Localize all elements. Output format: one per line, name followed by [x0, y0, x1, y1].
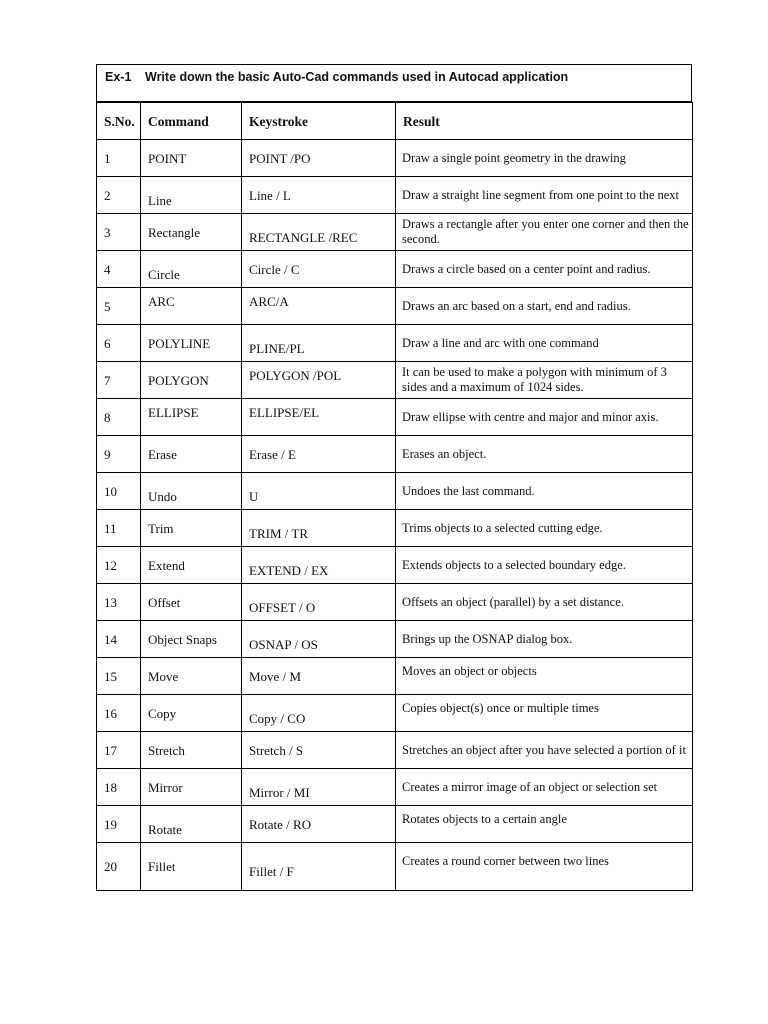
cell-result: Draw a straight line segment from one point to the next [396, 177, 693, 214]
cell-keystroke [242, 584, 396, 621]
document-page [96, 64, 692, 891]
cell-command: Offset [141, 584, 242, 621]
keystroke-text: ELLIPSE/EL [249, 404, 320, 420]
cell-result: Draw a line and arc with one command [396, 325, 693, 362]
cell-result [396, 806, 693, 843]
table-row [97, 140, 693, 177]
cell-keystroke [242, 325, 396, 362]
table-row [97, 325, 693, 362]
cell-sno: 15 [97, 658, 141, 695]
cell-result: Draw a single point geometry in the drawing [396, 140, 693, 177]
table-row [97, 806, 693, 843]
cell-command: Rectangle [141, 214, 242, 251]
keystroke-text: Fillet / F [249, 864, 294, 879]
cell-result [396, 695, 693, 732]
table-header-row [97, 103, 693, 140]
table-body [97, 140, 693, 891]
exercise-text: Write down the basic Auto-Cad commands used in Autocad application [145, 70, 569, 84]
cell-command: Trim [141, 510, 242, 547]
table-row [97, 658, 693, 695]
cell-keystroke [242, 399, 396, 436]
table-row [97, 584, 693, 621]
cell-sno: 17 [97, 732, 141, 769]
cell-keystroke: Circle / C [242, 251, 396, 288]
cell-result: Extends objects to a selected boundary edge. [396, 547, 693, 584]
table-row [97, 251, 693, 288]
cell-command: POINT [141, 140, 242, 177]
cell-result: Stretches an object after you have selected a portion of it [396, 732, 693, 769]
cell-result: Draws a circle based on a center point and radius. [396, 251, 693, 288]
cell-result: Erases an object. [396, 436, 693, 473]
cell-result: Draw ellipse with centre and major and minor axis. [396, 399, 693, 436]
result-text: Creates a round corner between two lines [402, 854, 609, 868]
cell-result [396, 843, 693, 891]
table-row [97, 288, 693, 325]
cell-sno: 9 [97, 436, 141, 473]
cell-keystroke: Line / L [242, 177, 396, 214]
cell-keystroke [242, 288, 396, 325]
cell-sno: 10 [97, 473, 141, 510]
cell-command: Mirror [141, 769, 242, 806]
cell-keystroke: POINT /PO [242, 140, 396, 177]
cell-sno: 2 [97, 177, 141, 214]
cell-sno: 19 [97, 806, 141, 843]
table-row [97, 732, 693, 769]
cell-result: Draws an arc based on a start, end and radius. [396, 288, 693, 325]
cell-sno: 13 [97, 584, 141, 621]
cell-result: Brings up the OSNAP dialog box. [396, 621, 693, 658]
cell-sno: 1 [97, 140, 141, 177]
table-row [97, 695, 693, 732]
cell-command: Object Snaps [141, 621, 242, 658]
keystroke-text: U [249, 488, 259, 504]
cell-sno: 7 [97, 362, 141, 399]
cell-keystroke [242, 695, 396, 732]
table-row [97, 177, 693, 214]
command-text: Rotate [148, 821, 182, 837]
table-row [97, 436, 693, 473]
cell-sno: 4 [97, 251, 141, 288]
table-row [97, 510, 693, 547]
cell-sno: 8 [97, 399, 141, 436]
command-text: ARC [148, 293, 175, 309]
cell-command: Copy [141, 695, 242, 732]
cell-sno: 12 [97, 547, 141, 584]
result-text: Rotates objects to a certain angle [402, 811, 567, 826]
cell-keystroke: Stretch / S [242, 732, 396, 769]
cell-command [141, 288, 242, 325]
cell-result: Creates a mirror image of an object or selection set [396, 769, 693, 806]
cell-result: Undoes the last command. [396, 473, 693, 510]
cell-keystroke [242, 362, 396, 399]
cell-sno: 3 [97, 214, 141, 251]
header-sno: S.No. [97, 103, 141, 140]
command-text: Circle [148, 266, 180, 282]
cell-sno: 5 [97, 288, 141, 325]
cell-command: Stretch [141, 732, 242, 769]
cell-keystroke [242, 473, 396, 510]
cell-command: Erase [141, 436, 242, 473]
cell-result: Draws a rectangle after you enter one corner and then the second. [396, 214, 693, 251]
exercise-label: Ex-1 [105, 70, 132, 84]
table-row [97, 621, 693, 658]
table-row [97, 214, 693, 251]
cell-sno: 11 [97, 510, 141, 547]
cell-result: Trims objects to a selected cutting edge. [396, 510, 693, 547]
cell-command: Extend [141, 547, 242, 584]
keystroke-text: EXTEND / EX [249, 562, 329, 578]
exercise-title [96, 64, 692, 102]
cell-sno: 16 [97, 695, 141, 732]
keystroke-text: OFFSET / O [249, 599, 316, 615]
cell-keystroke [242, 769, 396, 806]
keystroke-text: TRIM / TR [249, 525, 308, 541]
table-row [97, 473, 693, 510]
cell-command: Fillet [141, 843, 242, 891]
table-row [97, 843, 693, 891]
keystroke-text: Mirror / MI [249, 784, 310, 800]
command-text: Line [148, 192, 172, 208]
keystroke-text: OSNAP / OS [249, 636, 318, 652]
cell-keystroke: Erase / E [242, 436, 396, 473]
cell-keystroke [242, 843, 396, 891]
table-row [97, 769, 693, 806]
cell-keystroke: Move / M [242, 658, 396, 695]
cell-command [141, 399, 242, 436]
table-row [97, 547, 693, 584]
cell-keystroke: Rotate / RO [242, 806, 396, 843]
command-text: Undo [148, 488, 177, 504]
header-result: Result [396, 103, 693, 140]
cell-result: Offsets an object (parallel) by a set distance. [396, 584, 693, 621]
table-row [97, 399, 693, 436]
cell-keystroke [242, 510, 396, 547]
keystroke-text: POLYGON /POL [249, 367, 342, 383]
cell-sno: 14 [97, 621, 141, 658]
header-command: Command [141, 103, 242, 140]
result-text: Moves an object or objects [402, 663, 537, 678]
cell-command: POLYGON [141, 362, 242, 399]
cell-keystroke [242, 547, 396, 584]
header-keystroke: Keystroke [242, 103, 396, 140]
cell-result: It can be used to make a polygon with minimum of 3 sides and a maximum of 1024 sides. [396, 362, 693, 399]
cell-command [141, 177, 242, 214]
cell-keystroke [242, 621, 396, 658]
cell-command [141, 473, 242, 510]
cell-command: POLYLINE [141, 325, 242, 362]
cell-sno: 6 [97, 325, 141, 362]
result-text: Copies object(s) once or multiple times [402, 700, 599, 715]
table-row [97, 362, 693, 399]
cell-sno: 18 [97, 769, 141, 806]
keystroke-text: ARC/A [249, 293, 289, 309]
cell-command [141, 251, 242, 288]
cell-sno: 20 [97, 843, 141, 891]
cell-command [141, 806, 242, 843]
commands-table [96, 102, 693, 891]
cell-keystroke [242, 214, 396, 251]
cell-result [396, 658, 693, 695]
keystroke-text: RECTANGLE /REC [249, 229, 358, 245]
keystroke-text: Copy / CO [249, 710, 306, 726]
cell-command: Move [141, 658, 242, 695]
keystroke-text: PLINE/PL [249, 340, 305, 356]
command-text: ELLIPSE [148, 404, 199, 420]
